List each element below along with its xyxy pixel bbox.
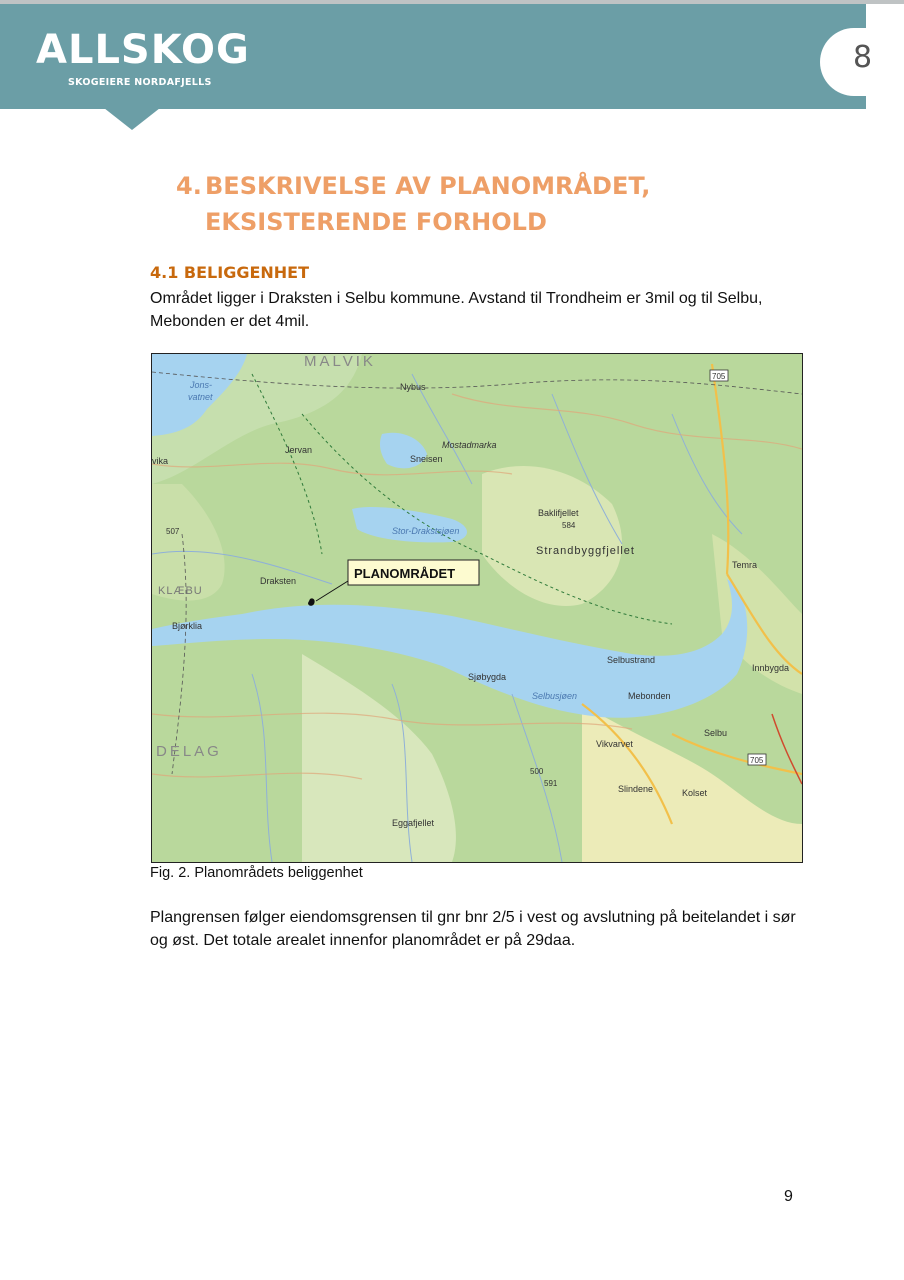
allskog-logo: ALLSKOG [36,27,250,73]
map-label-500: 500 [530,767,544,776]
map-label-mebonden: Mebonden [628,691,671,701]
map-label-slindene: Slindene [618,784,654,794]
map-label-jonsvatnet-1: Jons- [190,380,213,390]
map-label-selbustrand: Selbustrand [607,655,656,665]
map-label-bjorklia: Bjørklia [172,621,203,631]
header-banner [0,4,866,109]
map-label-road-705-b: 705 [750,756,764,765]
map-label-jervan: Jervan [285,445,313,455]
section-heading [176,168,736,240]
callout-label: PLANOMRÅDET [354,566,456,581]
map-label-584: 584 [562,521,576,530]
map-label-malvik: MALVIK [304,354,376,370]
map-label-591: 591 [544,779,558,788]
map-label-selbu: Selbu [704,728,728,738]
map-label-temra: Temra [732,560,758,570]
map-label-stor-drakstsjoen: Stor-Drakstsjøen [392,526,460,536]
logo-tagline: SKOGEIERE NORDAFJELLS [68,77,212,88]
map-label-strandbyggfjellet: Strandbyggfjellet [536,545,635,557]
map-label-jonsvatnet-2: vatnet [188,392,213,402]
subsection-heading: 4.1 BELIGGENHET [150,263,310,282]
map-label-baklifjellet: Baklifjellet [538,508,579,518]
section-number: 4. [176,172,202,200]
map-label-road-705-a: 705 [712,372,726,381]
map-label-vika: vika [152,456,169,466]
map-label-sneisen: Sneisen [410,454,443,464]
chapter-tab-number: 8 [853,40,873,75]
map-label-mostadmarka: Mostadmarka [442,440,497,450]
section-title-line2: EKSISTERENDE FORHOLD [205,208,547,236]
figure-caption: Fig. 2. Planområdets beliggenhet [150,865,363,881]
header-notch [104,108,160,130]
map-label-vikvarvet: Vikvarvet [596,739,633,749]
map-label-kolset: Kolset [682,788,708,798]
map-label-delag: DELAG [156,743,222,760]
map-label-innbygda: Innbygda [752,663,790,673]
location-paragraph: Området ligger i Draksten i Selbu kommune. Avstand til Trondheim er 3mil og til Selbu, Mebonden er det 4mil. [150,290,763,330]
map-label-selbusjoen: Selbusjøen [532,691,578,701]
page-number: 9 [784,1188,793,1205]
map-label-sjobygda: Sjøbygda [468,672,507,682]
map-label-klaebu: KLÆBU [158,585,203,597]
boundary-paragraph: Plangrensen følger eiendomsgrensen til gnr bnr 2/5 i vest og avslutning på beitelandet i sør og øst. Det totale arealet innenfor planområdet er på 29daa. [150,909,796,949]
map-label-507: 507 [166,527,180,536]
map-label-draksten: Draksten [260,576,297,586]
section-title-line1: BESKRIVELSE AV PLANOMRÅDET, [205,172,651,200]
location-map [151,353,803,863]
map-label-nybus: Nybus [400,382,426,392]
map-label-eggafjellet: Eggafjellet [392,818,435,828]
